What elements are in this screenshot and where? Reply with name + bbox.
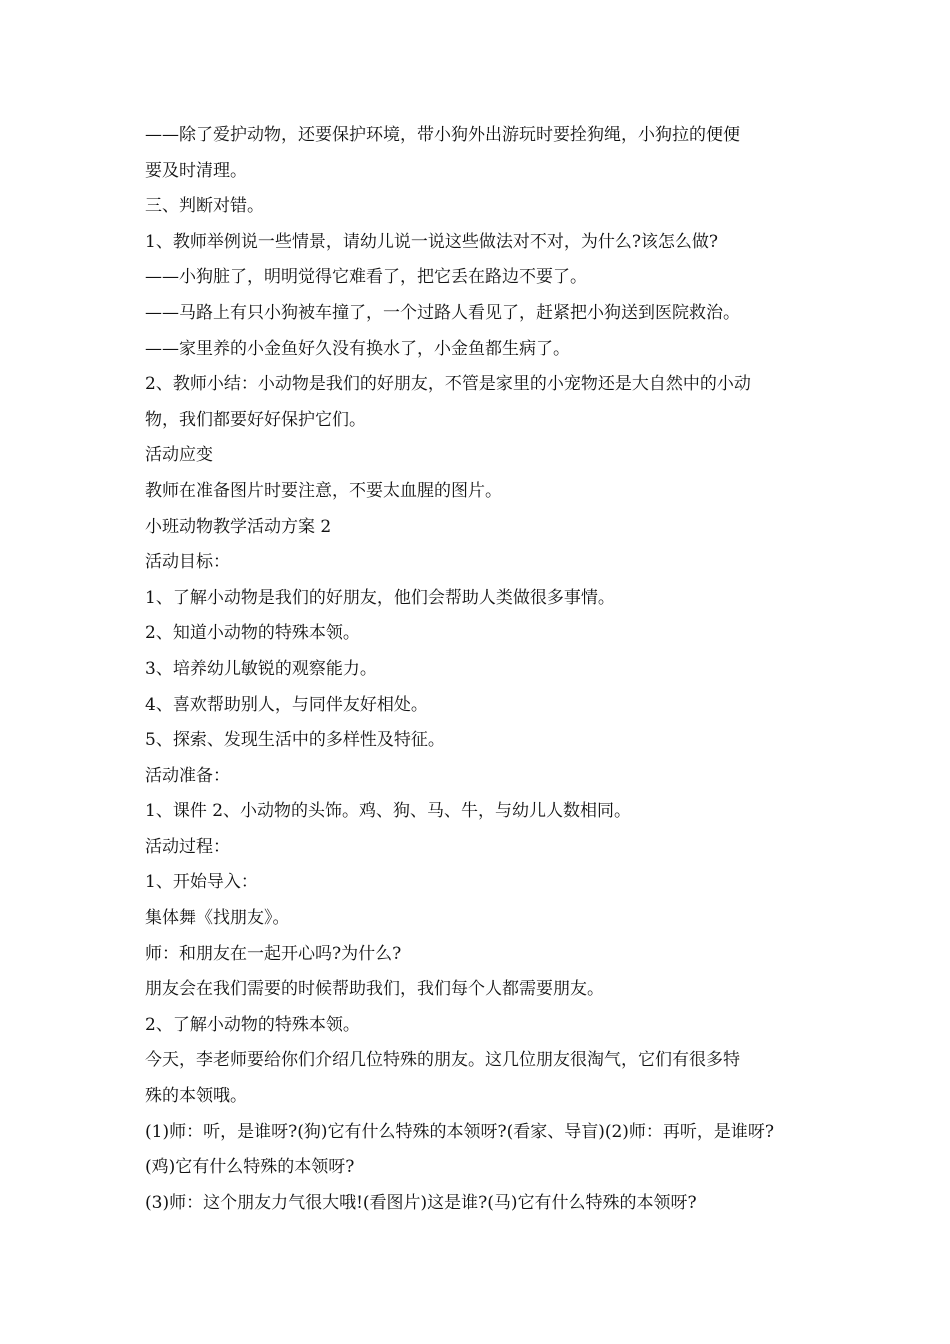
section-heading: 活动应变 — [145, 445, 213, 466]
section-heading: 三、判断对错。 — [145, 196, 264, 217]
text-line: ——马路上有只小狗被车撞了，一个过路人看见了，赶紧把小狗送到医院救治。 — [145, 302, 740, 323]
text-line: 2、知道小动物的特殊本领。 — [145, 623, 360, 644]
document-title: 小班动物教学活动方案 2 — [145, 516, 332, 537]
text-line: 教师在准备图片时要注意，不要太血腥的图片。 — [145, 480, 502, 501]
text-line: ——除了爱护动物，还要保护环境，带小狗外出游玩时要拴狗绳，小狗拉的便便 — [145, 125, 740, 145]
text-line: 5、探索、发现生活中的多样性及特征。 — [145, 730, 445, 751]
section-heading: 活动准备： — [145, 765, 230, 786]
text-line: 物，我们都要好好保护它们。 — [145, 409, 366, 430]
text-line: 师：和朋友在一起开心吗?为什么? — [145, 943, 402, 964]
text-line: (1)师：听，是谁呀?(狗)它有什么特殊的本领呀?(看家、导盲)(2)师：再听，是谁呀? — [145, 1121, 775, 1142]
text-line: 朋友会在我们需要的时候帮助我们，我们每个人都需要朋友。 — [145, 979, 604, 1000]
text-line: 2、教师小结：小动物是我们的好朋友，不管是家里的小宠物还是大自然中的小动 — [145, 374, 751, 395]
text-line: ——家里养的小金鱼好久没有换水了，小金鱼都生病了。 — [145, 338, 570, 359]
text-line: 3、培养幼儿敏锐的观察能力。 — [145, 658, 377, 679]
text-line: (3)师：这个朋友力气很大哦!(看图片)这是谁?(马)它有什么特殊的本领呀? — [145, 1192, 697, 1213]
text-line: 殊的本领哦。 — [145, 1086, 247, 1107]
section-heading: 活动过程： — [145, 836, 230, 857]
text-line: 要及时清理。 — [145, 160, 247, 181]
section-heading: 活动目标： — [145, 552, 230, 573]
text-line: 今天，李老师要给你们介绍几位特殊的朋友。这几位朋友很淘气，它们有很多特 — [145, 1050, 740, 1071]
text-line: 4、喜欢帮助别人，与同伴友好相处。 — [145, 694, 428, 715]
text-line: 2、了解小动物的特殊本领。 — [145, 1014, 360, 1035]
document-body — [145, 118, 815, 1221]
text-line: (鸡)它有什么特殊的本领呀? — [145, 1157, 355, 1178]
text-line: 1、了解小动物是我们的好朋友，他们会帮助人类做很多事情。 — [145, 587, 615, 608]
text-line: 1、课件 2、小动物的头饰。鸡、狗、马、牛，与幼儿人数相同。 — [145, 801, 632, 822]
text-line: 1、教师举例说一些情景，请幼儿说一说这些做法对不对，为什么?该怎么做? — [145, 231, 719, 252]
text-line: 集体舞《找朋友》。 — [145, 908, 290, 929]
text-line: ——小狗脏了，明明觉得它难看了，把它丢在路边不要了。 — [145, 267, 587, 288]
text-line: 1、开始导入： — [145, 872, 258, 893]
